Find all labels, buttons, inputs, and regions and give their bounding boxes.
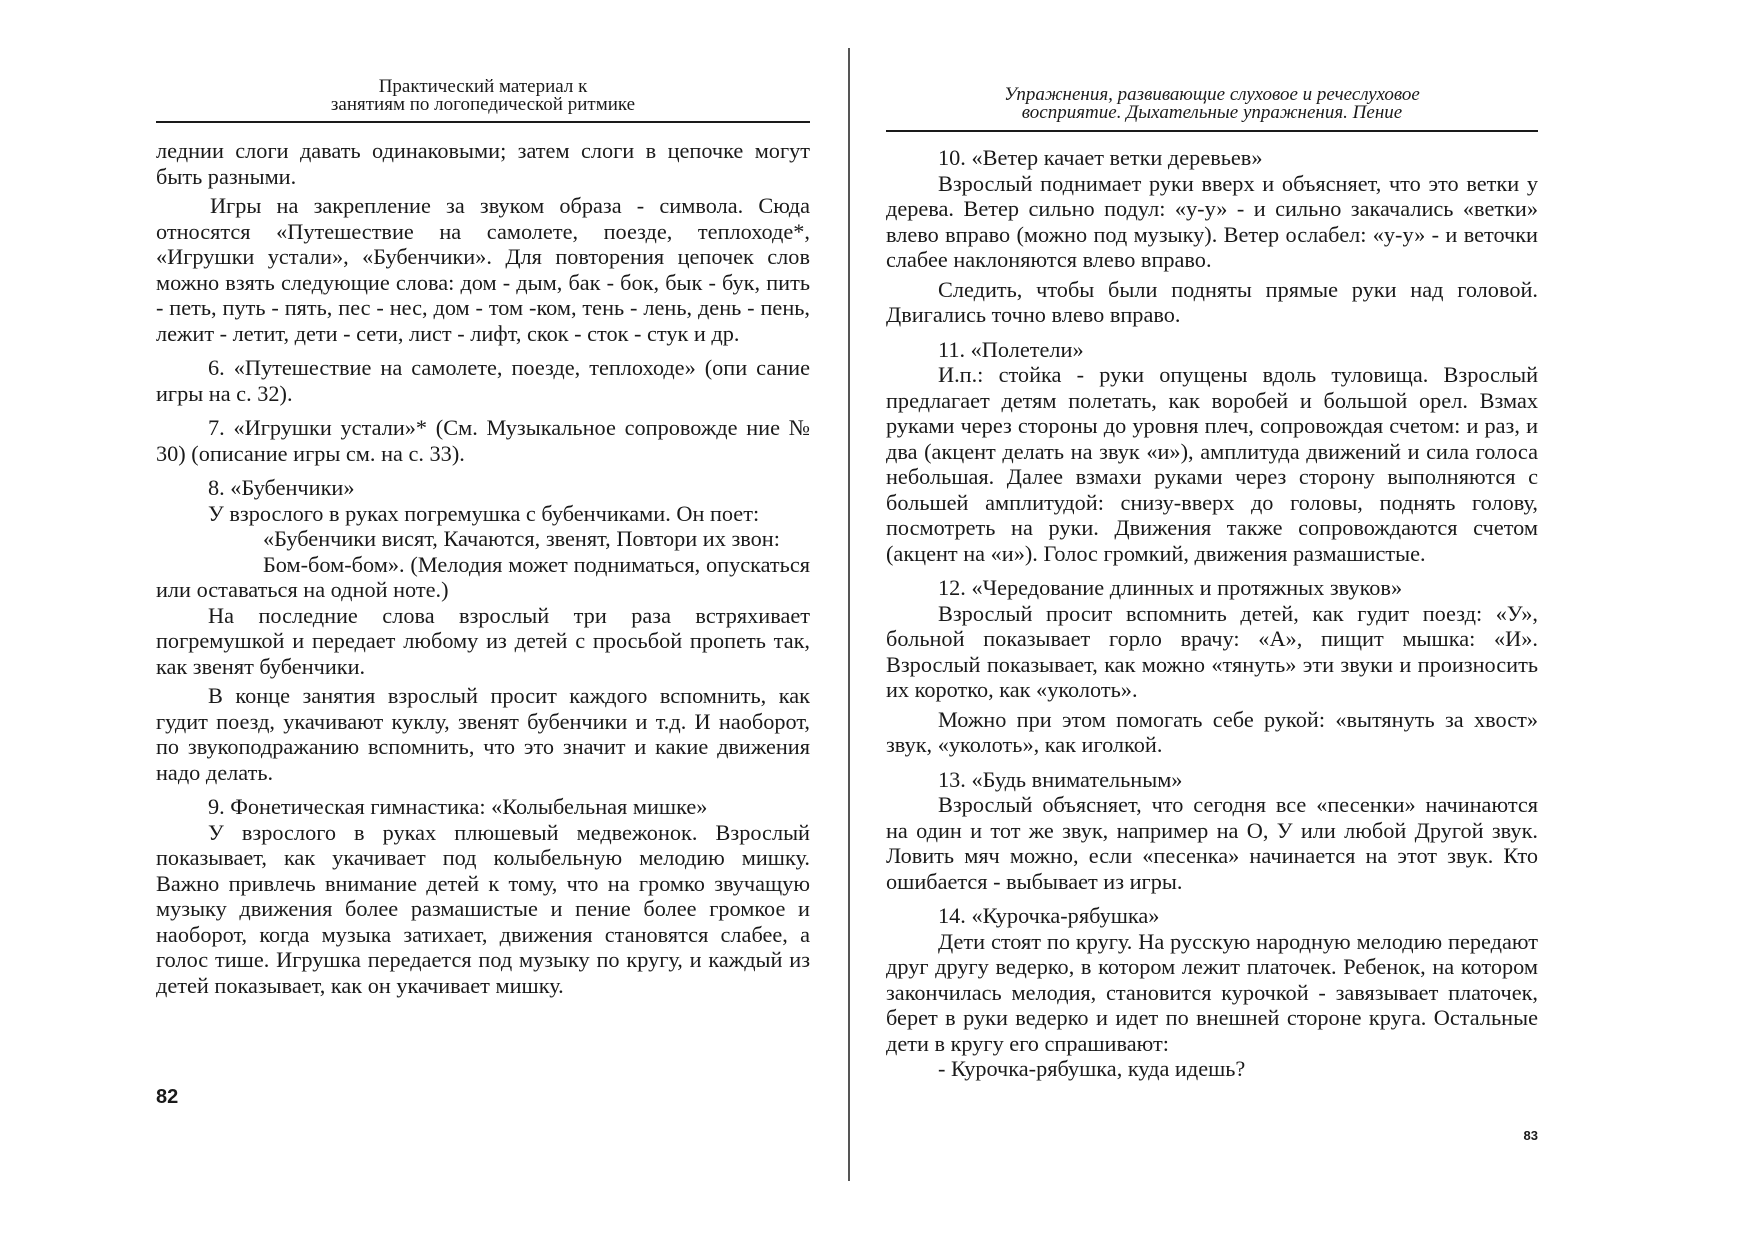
exercise-heading: 11. «Полетели» <box>938 336 1084 362</box>
running-header-right <box>886 86 1538 122</box>
header-line: Упражнения, развивающие слуховое и речеслуховое <box>1004 84 1420 105</box>
running-header-left <box>156 78 810 114</box>
paragraph: У взрослого в руках плюшевый медвежонок. Взрослый показывает, как укачивает под колыбельную мелодию мишку. Важно привлечь внимание детей к тому, что на громко звучащую музыку движения более размашистые и пение более громкое и наоборот, когда музыка затихает, движения становятся слабее, а голос тише. Игрушка передается под музыку по кругу, и каждый из детей показывает, как он укачивает мишку. <box>156 819 810 998</box>
exercise-heading: 6. «Путешествие на самолете, поезде, теплоходе» (опи сание игры на с. 32). <box>156 355 810 406</box>
exercise-heading: 10. «Ветер качает ветки деревьев» <box>938 145 1263 170</box>
header-line: Практический материал к <box>378 76 588 97</box>
exercise-heading: 8. «Бубенчики» <box>208 475 355 500</box>
paragraph: В конце занятия взрослый просит каждого вспомнить, как гудит поезд, укачивают куклу, звенят бубенчики и т.д. И наоборот, по звукоподражанию вспомнить, что это значит и какие движения надо делать. <box>156 683 810 785</box>
exercise-heading: 12. «Чередование длинных и протяжных звуков» <box>938 575 1403 600</box>
paragraph: У взрослого в руках погремушка с бубенчиками. Он поет: <box>208 500 760 526</box>
page-number: 82 <box>156 1086 179 1108</box>
paragraph: И.п.: стойка - руки опущены вдоль туловища. Взрослый предлагает детям полетать, как воробей и большой орел. Взмах руками через стороны до уровня плеч, сопровождая счетом: и раз, и два (акцент делать на звук «и»), амплитуда движений и сила голоса небольшая. Далее взмахи руками через сторону выполняются с большей амплитудой: снизу-вверх до головы, поднять голову, посмотреть на руки. Движения также сопровождаются счетом (акцент на «и»). Голос громкий, движения размашистые. <box>886 362 1538 566</box>
paragraph: Следить, чтобы были подняты прямые руки над головой. Двигались точно влево вправо. <box>886 276 1538 327</box>
song-lyrics: Бом-бом-бом». (Мелодия может подниматься, опускаться или оставаться на одной ноте.) <box>156 551 810 602</box>
paragraph: Игры на закрепление за звуком образа - символа. Сюда относятся «Путешествие на самолете, поезде, теплоходе*, «Игрушки устали», «Бубенчики». Для повторения цепочек слов можно взять следующие слова: дом - дым, бак - бок, бык - бук, пить - петь, путь - пять, пес - нес, дом - том -ком, тень - лень, день - пень, лежит - летит, дети - сети, лист - лифт, скок - сток - стук и др. <box>156 193 810 346</box>
header-line: восприятие. Дыхательные упражнения. Пение <box>1021 102 1403 123</box>
paragraph: Взрослый объясняет, что сегодня все «песенки» начинаются на один и тот же звук, например на О, У или любой Другой звук. Ловить мяч можно, если «песенка» начинается на этот звук. Кто ошибается - выбывает из игры. <box>886 792 1538 894</box>
paragraph: Можно при этом помогать себе рукой: «вытянуть за хвост» звук, «уколоть», как иголкой. <box>886 706 1538 757</box>
paragraph: Взрослый поднимает руки вверх и объясняет, что это ветки у дерева. Ветер сильно подул: «у-у» - и сильно закачались «ветки» влево вправо (можно под музыку). Ветер ослабел: «у-у» - и веточки слабее наклоняются влево вправо. <box>886 170 1538 272</box>
book-spine-divider <box>848 48 850 1181</box>
paragraph: На последние слова взрослый три раза встряхивает погремушкой и передает любому из детей с просьбой пропеть так, как звенят бубенчики. <box>156 602 810 679</box>
dialogue-line: - Курочка-рябушка, куда идешь? <box>938 1056 1246 1081</box>
header-rule <box>156 121 810 123</box>
header-line: занятиям по логопедической ритмике <box>330 94 636 115</box>
paragraph: Взрослый просит вспомнить детей, как гудит поезд: «У», больной показывает горло врачу: «А», пищит мышка: «И». Взрослый показывает, как можно «тянуть» эти звуки и произносить их коротко, как «уколоть». <box>886 600 1538 702</box>
page-number: 83 <box>1523 1128 1538 1143</box>
paragraph: Дети стоят по кругу. На русскую народную мелодию передают друг другу ведерко, в котором лежит платочек. Ребенок, на котором закончилась мелодия, становится курочкой - завязывает платочек, берет в руки ведерко и идет по внешней стороне круга. Остальные дети в кругу его спрашивают: <box>886 928 1538 1056</box>
exercise-heading: 13. «Будь внимательным» <box>938 766 1183 792</box>
left-page <box>156 0 810 1241</box>
right-page-body <box>886 145 1538 1082</box>
song-lyrics: «Бубенчики висят, Качаются, звенят, Повтори их звон: <box>263 526 780 551</box>
right-page <box>886 0 1538 1241</box>
exercise-heading: 14. «Курочка-рябушка» <box>938 903 1160 928</box>
exercise-heading: 9. Фонетическая гимнастика: «Колыбельная мишке» <box>208 794 708 819</box>
exercise-heading: 7. «Игрушки устали»* (См. Музыкальное сопровожде ние № 30) (описание игры см. на с. 33). <box>156 415 810 466</box>
left-page-body <box>156 138 810 998</box>
paragraph: леднии слоги давать одинаковыми; затем слоги в цепочке могут быть разными. <box>156 138 810 189</box>
header-rule <box>886 130 1538 132</box>
